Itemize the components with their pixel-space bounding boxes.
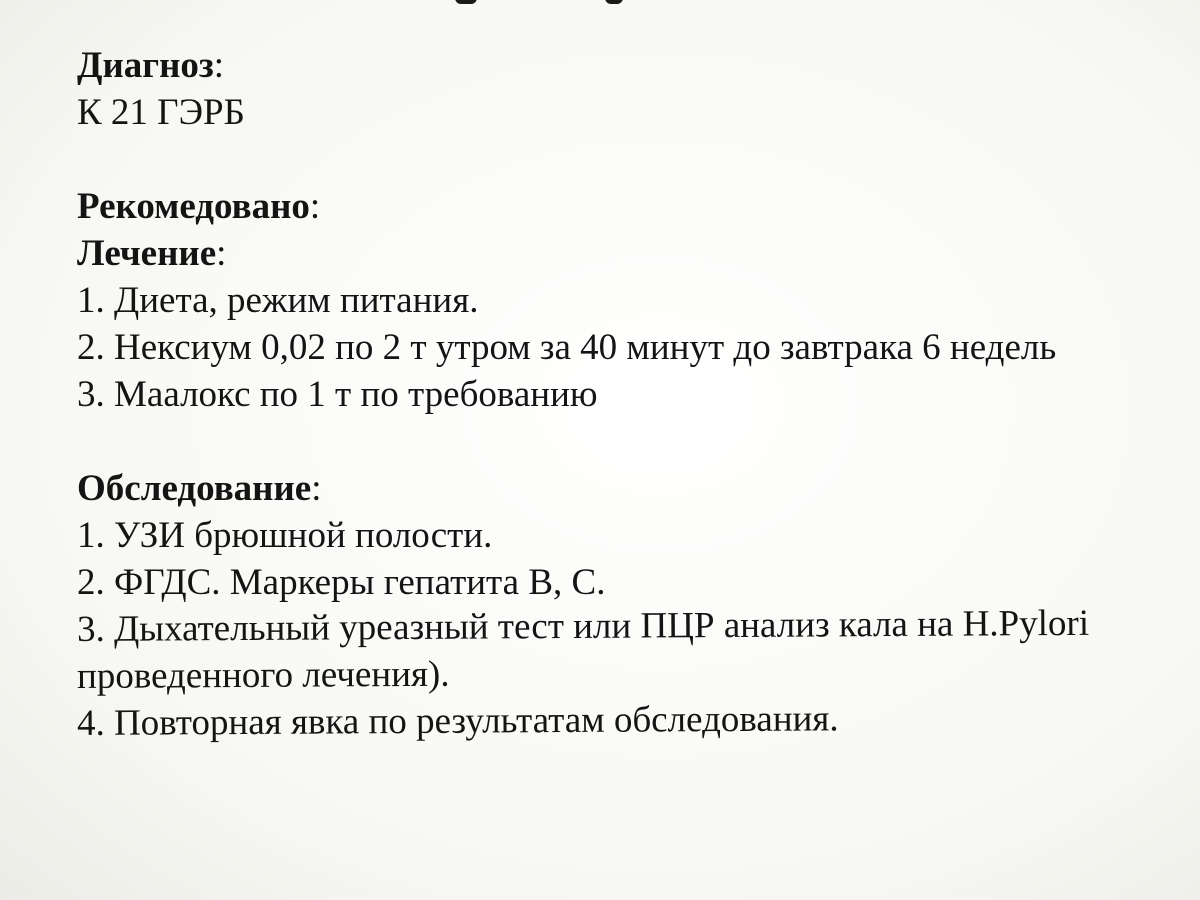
examination-item: 1. УЗИ брюшной полости. (77, 515, 493, 556)
diagnosis-heading-label: Диагноз (77, 45, 214, 86)
diagnosis-heading-colon: : (213, 45, 225, 86)
examination-item-continuation: проведенного лечения). (76, 653, 450, 697)
treatment-heading-label: Лечение (77, 233, 217, 274)
spacer (77, 136, 1200, 183)
recommended-heading (77, 183, 1200, 230)
treatment-item: 2. Нексиум 0,02 по 2 т утром за 40 минут до завтрака 6 недель (77, 327, 1057, 368)
recommended-heading-label: Рекомедовано (77, 186, 310, 227)
examination-item: 3. Дыхательный уреазный тест или ПЦР анализ кала на H.Pylori (76, 602, 1090, 650)
document-body (77, 42, 1200, 747)
recommended-heading-colon: : (309, 186, 321, 227)
treatment-heading (77, 230, 1200, 277)
treatment-item: 3. Маалокс по 1 т по требованию (77, 374, 598, 415)
spacer (77, 418, 1200, 465)
examination-item: 2. ФГДС. Маркеры гепатита В, С. (77, 562, 606, 603)
examination-heading-label: Обследование (77, 468, 312, 509)
treatment-item: 1. Диета, режим питания. (77, 280, 479, 321)
examination-heading (77, 465, 1200, 512)
diagnosis-heading (77, 42, 1200, 89)
examination-heading-colon: : (311, 468, 322, 509)
cut-off-header-text (455, 0, 685, 8)
diagnosis-value: К 21 ГЭРБ (77, 92, 245, 133)
treatment-heading-colon: : (216, 233, 227, 274)
examination-item: 4. Повторная явка по результатам обследования. (76, 698, 839, 744)
